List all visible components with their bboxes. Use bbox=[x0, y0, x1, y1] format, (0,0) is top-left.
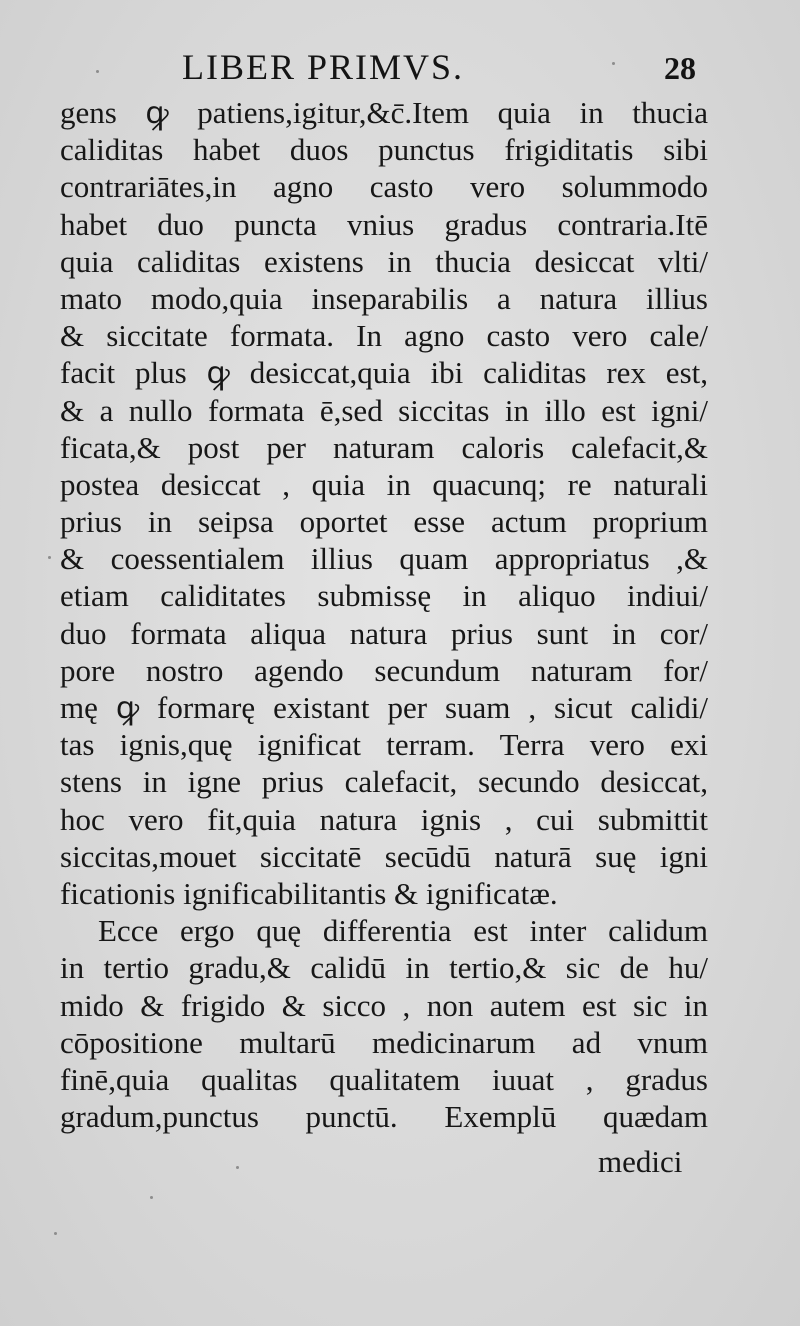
text-line: duo formata aliqua natura prius sunt in cor/ bbox=[60, 615, 708, 651]
paragraph-end-line: ficationis ignificabilitantis & ignificatæ. bbox=[60, 875, 558, 911]
text-line: siccitas,mouet siccitatē secūdū naturā suę igni bbox=[60, 838, 708, 874]
text-line: gens ꝙ patiens,igitur,&c̄.Item quia in thucia bbox=[60, 95, 708, 130]
paper-speck bbox=[236, 1166, 239, 1169]
paper-speck bbox=[612, 62, 615, 65]
text-line: caliditas habet duos punctus frigiditatis sibi bbox=[60, 132, 708, 168]
text-line: stens in igne prius calefacit, secundo desiccat, bbox=[60, 764, 708, 800]
text-line: & coessentialem illius quam appropriatus ,& bbox=[60, 541, 708, 577]
text-line: quia caliditas existens in thucia desiccat vlti/ bbox=[60, 243, 708, 279]
paper-speck bbox=[54, 1232, 57, 1235]
text-line: tas ignis,quę ignificat terram. Terra vero exi bbox=[60, 727, 708, 763]
text-line: pore nostro agendo secundum naturam for/ bbox=[60, 652, 708, 688]
paragraph-start-line: Ecce ergo quę differentia est inter calidum bbox=[98, 913, 708, 949]
running-head bbox=[0, 46, 800, 94]
text-line: prius in seipsa oportet esse actum proprium bbox=[60, 504, 708, 540]
paper-speck bbox=[96, 70, 99, 73]
text-line: etiam caliditates submissę in aliquo indiui/ bbox=[60, 578, 708, 614]
running-title: LIBER PRIMVS. bbox=[182, 47, 465, 87]
text-line: gradum,punctus punctū. Exemplū quædam bbox=[60, 1099, 708, 1135]
text-line: in tertio gradu,& calidū in tertio,& sic de hu/ bbox=[60, 950, 708, 986]
text-line: & siccitate formata. In agno casto vero cale/ bbox=[60, 318, 708, 354]
text-line: facit plus ꝙ desiccat,quia ibi caliditas rex est, bbox=[60, 355, 708, 391]
text-line: contrariātes,in agno casto vero solummodo bbox=[60, 169, 708, 205]
text-line: habet duo puncta vnius gradus contraria.Itē bbox=[60, 206, 708, 242]
text-line: mato modo,quia inseparabilis a natura illius bbox=[60, 280, 708, 316]
text-line: postea desiccat , quia in quacunq; re naturali bbox=[60, 466, 708, 502]
text-line: hoc vero fit,quia natura ignis , cui submittit bbox=[60, 801, 708, 837]
text-line: & a nullo formata ē,sed siccitas in illo est igni/ bbox=[60, 392, 708, 428]
text-line: mę ꝙ formarę existant per suam , sicut calidi/ bbox=[60, 690, 708, 725]
text-line: mido & frigido & sicco , non autem est sic in bbox=[60, 987, 708, 1023]
page-number: 28 bbox=[664, 50, 696, 86]
paper-speck bbox=[48, 556, 51, 559]
text-line: finē,quia qualitas qualitatem iuuat , gradus bbox=[60, 1061, 708, 1097]
paper-speck bbox=[150, 1196, 153, 1199]
text-line: cōpositione multarū medicinarum ad vnum bbox=[60, 1024, 708, 1060]
body-text bbox=[60, 94, 708, 1135]
catchword: medici bbox=[598, 1144, 683, 1179]
text-line: ficata,& post per naturam caloris calefacit,& bbox=[60, 429, 708, 465]
